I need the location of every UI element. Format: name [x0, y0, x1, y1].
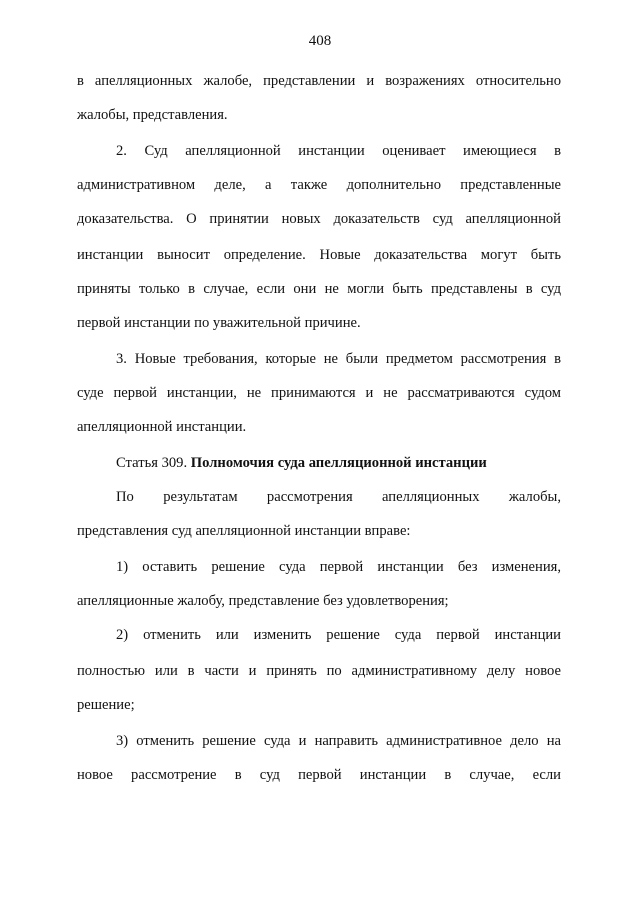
- text-line: жалобы, представления.: [77, 107, 228, 123]
- list-item-1: 1) оставить решение суда первой инстанции без изменения,: [116, 559, 561, 575]
- text-line: в апелляционных жалобе, представлении и возражениях относительно: [77, 73, 561, 89]
- text-line: первой инстанции по уважительной причине.: [77, 315, 361, 331]
- text-line: суде первой инстанции, не принимаются и не рассматриваются судом: [77, 385, 561, 401]
- text-line: решение;: [77, 697, 135, 713]
- text-line: полностью или в части и принять по административному делу новое: [77, 663, 561, 679]
- text-line: инстанции выносит определение. Новые доказательства могут быть: [77, 247, 561, 263]
- text-line: доказательства. О принятии новых доказательств суд апелляционной: [77, 211, 561, 227]
- paragraph-2-start: 2. Суд апелляционной инстанции оценивает имеющиеся в: [116, 143, 561, 159]
- list-item-3: 3) отменить решение суда и направить административное дело на: [116, 733, 561, 749]
- text-line: апелляционные жалобу, представление без удовлетворения;: [77, 593, 449, 609]
- text-line: административном деле, а также дополнительно представленные: [77, 177, 561, 193]
- article-number: Статья 309.: [116, 455, 191, 471]
- text-line: представления суд апелляционной инстанции вправе:: [77, 523, 411, 539]
- list-item-2: 2) отменить или изменить решение суда первой инстанции: [116, 627, 561, 643]
- text-line: По результатам рассмотрения апелляционных жалобы,: [116, 489, 561, 505]
- text-line: приняты только в случае, если они не могли быть представлены в суд: [77, 281, 561, 297]
- article-title: Полномочия суда апелляционной инстанции: [190, 455, 487, 471]
- page-number: 408: [308, 33, 332, 49]
- article-heading: [116, 454, 561, 472]
- text-line: апелляционной инстанции.: [77, 419, 247, 435]
- paragraph-3-start: 3. Новые требования, которые не были предметом рассмотрения в: [116, 351, 561, 367]
- text-line: новое рассмотрение в суд первой инстанции в случае, если: [77, 767, 561, 783]
